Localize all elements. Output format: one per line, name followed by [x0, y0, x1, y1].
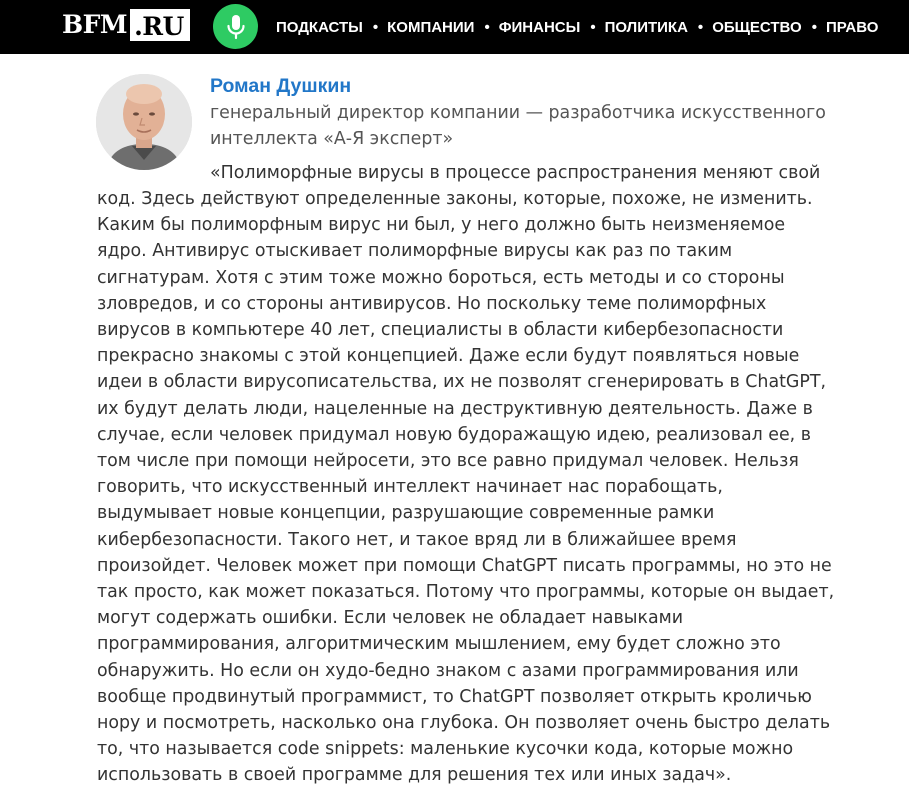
quote-line: идеи в области вирусописательства, их не позволят сгенерировать в ChatGPT,	[97, 372, 827, 393]
quote-line: выдумывает новые концепции, разрушающие современные рамки	[97, 503, 715, 524]
author-role	[210, 101, 870, 152]
nav-separator: •	[811, 18, 817, 36]
quote-line: случае, если человек придумал новую будоражащую идею, реализовал ее, в	[97, 424, 811, 445]
quote-line: их будут делать люди, нацеленные на деструктивную деятельность. Даже в	[97, 398, 813, 419]
nav-separator: •	[590, 18, 596, 36]
nav-separator: •	[372, 18, 379, 36]
quote-line: ядро. Антивирус отыскивает полиморфные вирусы как раз по таким	[97, 241, 733, 262]
nav-item-companies[interactable]: КОМПАНИИ	[387, 18, 475, 36]
nav-item-law[interactable]: ПРАВО	[825, 18, 879, 36]
logo-main-text: BFM	[62, 10, 128, 39]
quote-line: говорить, что искусственный интеллект начинает нас порабощать,	[97, 477, 723, 498]
quote-line: прекрасно знакомы с этой концепцией. Даже если будут появляться новые	[97, 346, 800, 367]
main-menu	[276, 0, 878, 54]
author-role-line: генеральный директор компании — разработчика искусственного	[210, 103, 826, 123]
quote-line: том числе при помощи нейросети, это все равно придумал человек. Нельзя	[97, 451, 799, 472]
nav-item-podcasts[interactable]: ПОДКАСТЫ	[276, 18, 363, 36]
quote-line: могут содержать ошибки. Если человек не обладает навыками	[97, 608, 684, 629]
microphone-button[interactable]	[213, 4, 258, 49]
author-portrait-image	[96, 74, 192, 170]
nav-item-society[interactable]: ОБЩЕСТВО	[712, 18, 802, 36]
quote-line: вирусов в компьютере 40 лет, специалисты в области кибербезопасности	[97, 320, 784, 341]
quote-line: произойдет. Человек может при помощи ChatGPT писать программы, но это не	[97, 555, 832, 576]
quote-line: зловредов, и со стороны антивирусов. Но поскольку теме полиморфных	[97, 293, 767, 314]
author-name[interactable]: Роман Душкин	[210, 75, 352, 97]
quote-line: то, что называется code snippets: маленькие кусочки кода, которые можно	[97, 739, 794, 760]
quote-body	[97, 186, 897, 789]
quote-line: так просто, как может показаться. Потому что программы, которые он выдает,	[97, 582, 835, 603]
nav-separator: •	[697, 18, 704, 36]
quote-line: вообще продвинутый программист, то ChatGPT позволяет открыть кроличью	[97, 686, 812, 707]
microphone-icon	[225, 13, 247, 41]
author-role-line: интеллекта «А-Я эксперт»	[210, 128, 454, 149]
site-logo[interactable]	[60, 9, 190, 41]
quote-line: Каким бы полиморфным вирус ни был, у него должно быть неизменяемое	[97, 215, 786, 236]
quote-line: программирования, алгоритмическим мышлением, ему будет сложно это	[97, 634, 781, 655]
nav-item-finance[interactable]: ФИНАНСЫ	[498, 18, 581, 36]
quote-line: нору и посмотреть, насколько она глубока. Он позволяет очень быстро делать	[97, 713, 831, 734]
author-photo	[96, 74, 192, 170]
nav-item-politics[interactable]: ПОЛИТИКА	[604, 18, 688, 36]
quote-line: сигнатурам. Хотя с этим тоже можно бороться, есть методы и со стороны	[97, 267, 785, 288]
nav-separator: •	[484, 18, 490, 36]
quote-line: использовать в своей программе для решения тех или иных задач».	[97, 765, 732, 786]
quote-line: обнаружить. Но если он худо-бедно знаком с азами программирования или	[97, 660, 799, 681]
quote-line: код. Здесь действуют определенные законы, которые, похоже, не изменить.	[97, 189, 813, 209]
top-navigation-bar	[0, 0, 909, 54]
logo-suffix-text: .RU	[130, 9, 190, 41]
quote-line: кибербезопасности. Такого нет, и такое вряд ли в ближайшее время	[97, 529, 737, 550]
quote-first-line: «Полиморфные вирусы в процессе распространения меняют свой	[210, 163, 821, 183]
